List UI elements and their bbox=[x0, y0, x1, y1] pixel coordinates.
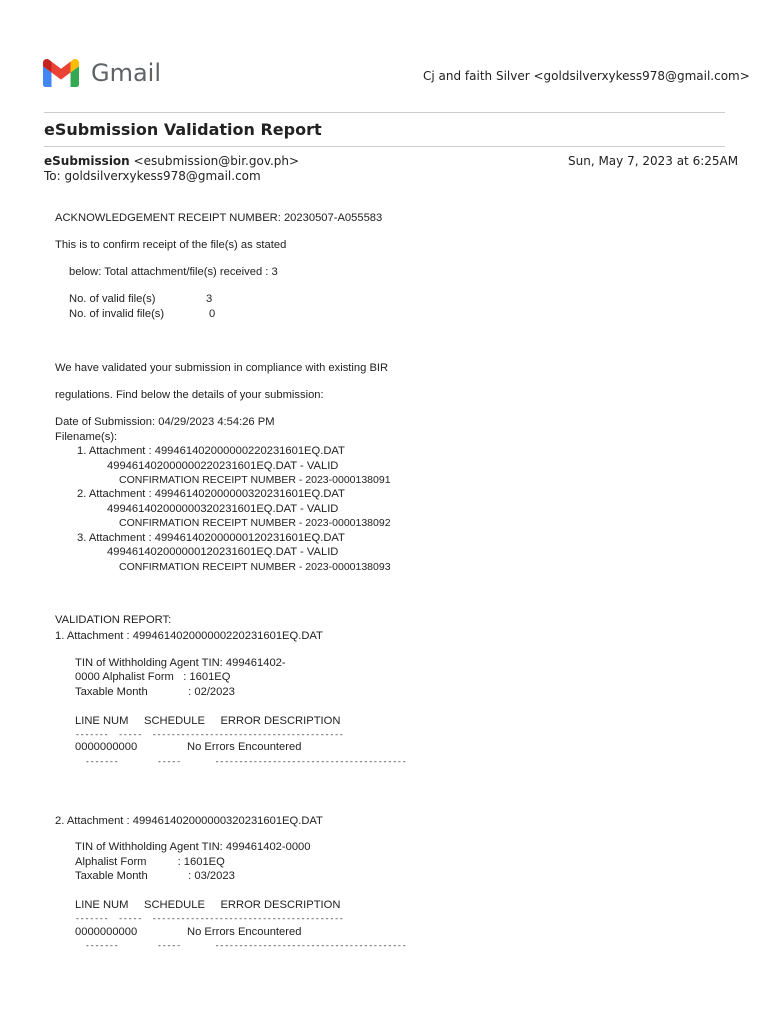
report-tin-line-2: Alphalist Form : 1601EQ bbox=[75, 856, 225, 868]
file-confirmation: CONFIRMATION RECEIPT NUMBER - 2023-0000138092 bbox=[119, 517, 391, 529]
submission-date: Date of Submission: 04/29/2023 4:54:26 PM bbox=[55, 416, 275, 428]
report-column-headers: LINE NUM SCHEDULE ERROR DESCRIPTION bbox=[75, 715, 341, 727]
file-valid-status: 499461402000000120231601EQ.DAT - VALID bbox=[107, 546, 339, 558]
report-line-num: 0000000000 bbox=[75, 926, 138, 938]
report-separator: ------- ----- ---------------------------------------- bbox=[85, 758, 407, 767]
file-valid-status: 499461402000000220231601EQ.DAT - VALID bbox=[107, 460, 339, 472]
report-separator: ------- ----- ---------------------------------------- bbox=[85, 942, 407, 951]
report-tin-line-1: TIN of Withholding Agent TIN: 499461402-0000 bbox=[75, 841, 311, 853]
report-error-desc: No Errors Encountered bbox=[187, 926, 302, 938]
report-line-num: 0000000000 bbox=[75, 741, 138, 753]
filenames-label: Filename(s): bbox=[55, 431, 118, 443]
recipient-line: To: goldsilverxykess978@gmail.com bbox=[44, 169, 261, 183]
ack-receipt: ACKNOWLEDGEMENT RECEIPT NUMBER: 20230507-A055583 bbox=[55, 212, 383, 224]
file-attachment: 3. Attachment : 499461402000000120231601EQ.DAT bbox=[77, 532, 345, 544]
invalid-files-count: 0 bbox=[209, 308, 216, 320]
invalid-files-label: No. of invalid file(s) bbox=[69, 308, 165, 320]
report-separator: ------- ----- ---------------------------------------- bbox=[75, 731, 344, 740]
valid-files-label: No. of valid file(s) bbox=[69, 293, 156, 305]
file-attachment: 2. Attachment : 499461402000000320231601EQ.DAT bbox=[77, 488, 345, 500]
email-subject: eSubmission Validation Report bbox=[44, 120, 322, 139]
email-date: Sun, May 7, 2023 at 6:25AM bbox=[568, 154, 739, 168]
sender-line bbox=[44, 154, 299, 168]
report-taxable-month: Taxable Month : 02/2023 bbox=[75, 686, 235, 698]
sender-name: eSubmission bbox=[44, 154, 130, 168]
gmail-logo bbox=[43, 59, 79, 87]
report-error-desc: No Errors Encountered bbox=[187, 741, 302, 753]
validated-line-1: We have validated your submission in compliance with existing BIR bbox=[55, 362, 389, 374]
account-name: Cj and faith Silver <goldsilverxykess978@gmail.com> bbox=[423, 69, 750, 83]
subject-divider bbox=[44, 146, 725, 147]
sender-address[interactable]: <esubmission@bir.gov.ph> bbox=[133, 154, 300, 168]
report-column-headers: LINE NUM SCHEDULE ERROR DESCRIPTION bbox=[75, 899, 341, 911]
confirm-line-1: This is to confirm receipt of the file(s) as stated bbox=[55, 239, 287, 251]
file-confirmation: CONFIRMATION RECEIPT NUMBER - 2023-0000138091 bbox=[119, 474, 391, 486]
file-attachment: 1. Attachment : 499461402000000220231601EQ.DAT bbox=[77, 445, 345, 457]
file-valid-status: 499461402000000320231601EQ.DAT - VALID bbox=[107, 503, 339, 515]
report-attachment: 2. Attachment : 499461402000000320231601EQ.DAT bbox=[55, 815, 323, 827]
report-separator: ------- ----- ---------------------------------------- bbox=[75, 915, 344, 924]
report-tin-line-2: 0000 Alphalist Form : 1601EQ bbox=[75, 671, 231, 683]
report-tin-line-1: TIN of Withholding Agent TIN: 499461402- bbox=[75, 657, 286, 669]
gmail-wordmark: Gmail bbox=[91, 59, 162, 87]
file-confirmation: CONFIRMATION RECEIPT NUMBER - 2023-0000138093 bbox=[119, 561, 391, 573]
gmail-m-icon bbox=[43, 59, 79, 87]
confirm-line-2: below: Total attachment/file(s) received : 3 bbox=[69, 266, 278, 278]
header-divider bbox=[44, 112, 725, 113]
report-taxable-month: Taxable Month : 03/2023 bbox=[75, 870, 235, 882]
validation-report-heading: VALIDATION REPORT: bbox=[55, 614, 172, 626]
validated-line-2: regulations. Find below the details of your submission: bbox=[55, 389, 324, 401]
report-attachment: 1. Attachment : 499461402000000220231601EQ.DAT bbox=[55, 630, 323, 642]
valid-files-count: 3 bbox=[206, 293, 213, 305]
